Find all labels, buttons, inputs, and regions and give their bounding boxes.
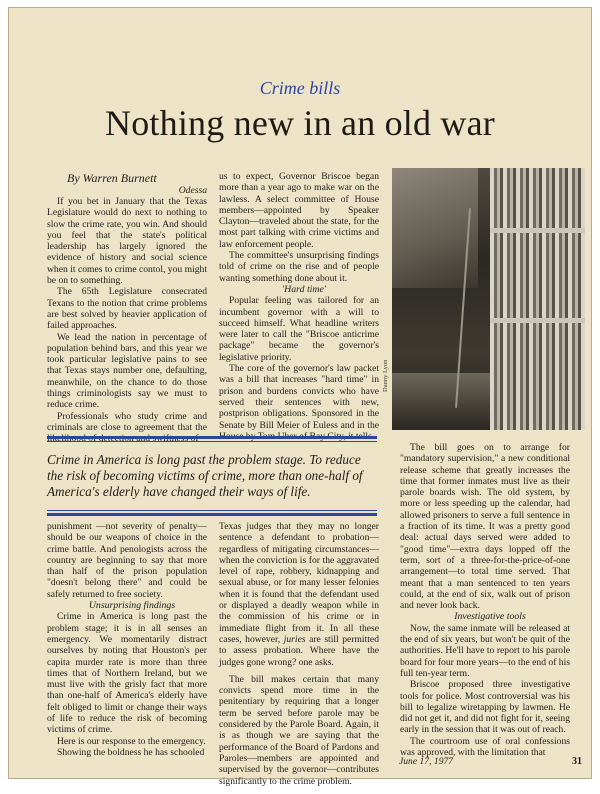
paragraph [219,521,379,668]
column-2-bottom [219,521,379,787]
text-run: Texas judges that they may no longer sentence a defendant to probation—regardless of mitigating circumstances—when the conviction is for the aggravated level of rape, robbery, kidnapping and sexual abuse, or for many lesser felonies when it is found that the defendant used or displayed a deadly weapon while in the commission of his crime or in immediate flight from it. In all these cases, however, [219,521,379,645]
paragraph: The bill goes on to arrange for "mandatory supervision," a new conditional release scheme that greatly increases the time that former inmates must live as their parole boards wish. The old system, by more or less speeding up the calendar, had allowed prisoners to serve a full sentence in a fraction of its time. It was a pretty good deal: actual days served were added to "good time"—extra days lopped off the term, sort of a three-for-the-price-of-one arrangement—to total time served. That meant that a man sentenced to ten years could, at the end of six, walk out of prison and never look back. [400,442,570,612]
photo-credit: Danny Lyon [382,359,389,392]
pullquote-rule-bottom-thin [47,510,377,511]
pullquote: Crime in America is long past the problem stage. To reduce the risk of becoming victims of crime, more than one-half of America's elderly have changed their ways of life. [47,452,363,499]
column-2-top [219,171,379,442]
pullquote-rule-top [47,436,377,439]
column-1-bottom [47,521,207,758]
paragraph: Crime in America is long past the problem stage; it is in all senses an emergency. We momentarily distract ourselves by noting that Houston's per capita murder rate is more than three times that of Northern Ireland, but we must live with the grisly fact that more than one-half of America's elderly have felt obliged to limit or change their ways of life to reduce the risk of becoming victims of crime. [47,611,207,736]
paragraph: The 65th Legislature consecrated Texans to the notion that crime problems are best solved by heavier application of failed approaches. [47,286,207,332]
page-number: 31 [572,756,582,767]
pullquote-rule-top-thin [47,441,377,442]
subhead-hard-time: 'Hard time' [282,283,326,295]
prison-cell-photo [392,168,585,430]
photo-crossbar [490,318,585,323]
paragraph: Showing the boldness he has schooled [57,746,205,758]
paragraph: us to expect, Governor Briscoe began more than a year ago to make war on the lawless. A select committee of House members—appointed by Speaker Clayton—traveled about the state, for the most part talking with crime victims and law enforcement people. [219,171,379,250]
paragraph: The bill makes certain that many convicts spend more time in the penitentiary by requiring that a longer term be served before parole may be considered by the Parole Board. Again, it is as though we are saying that the performance of the Board of Pardons and Paroles—members are appointed and supervised by the governor—contributes significantly to the crime problem. [219,673,379,787]
magazine-page [8,7,592,787]
paragraph: punishment —not severity of penalty—should be our weapons of choice in the crime battle. And penologists across the country are beginning to say that more than half of the prison population "doesn't belong there" and could be safely returned to free society. [47,521,207,600]
pullquote-rule-bottom [47,513,377,516]
subhead-unsurprising-findings: Unsurprising findings [88,600,176,612]
paragraph: We lead the nation in percentage of population behind bars, and this year we took particular legislative pains to see that Texas stays number one, defaulting, meanwhile, on the chance to do those things criminologists say we must to reduce crime. [47,331,207,411]
text-run: are still permitted to assess probation. Where have the judges gone wrong? one asks. [219,633,379,668]
dateline: Odessa [178,185,207,196]
paragraph: Briscoe proposed three investigative tools for police. Most controversial was his bill to legalize wiretapping by lawmen. He did not get it, and did not fight for it, seeing early in the session that it was out of reach. [400,679,570,736]
paragraph: The courtroom use of oral confessions was approved, with the limitation that [400,735,570,759]
paragraph: Professionals who study crime and criminals are close to agreement that the [47,410,207,433]
paragraph: The core of the governor's law packet was a bill that increases "hard time" in prison and burdens convicts who have served their sentences with new, postprison obligations. Sponsored in the Senate by Bill Meier of Euless and in the [219,363,379,431]
byline: By Warren Burnett [67,171,157,185]
column-3 [400,442,570,758]
photo-bunk-shape [392,373,490,430]
section-kicker: Crime bills [259,78,341,98]
emphasis-juries: juries [283,633,306,645]
column-1-top [47,171,207,445]
paragraph: Popular feeling was tailored for an incumbent governor with a will to succeed himself. What headline writers were later to call the "Briscoe anticrime package" became the governor's legislative priority. [219,295,379,363]
paragraph: If you bet in January that the Texas Legislature would do next to nothing to slow the crime rate, you win. And should you feel that the state's political leadership has largely ignored the evidence of history and social science when it comes to crime contol, you might be on to something. [47,196,207,287]
issue-date: June 17, 1977 [399,756,454,767]
headline: Nothing new in an old war [105,103,495,143]
photo-crossbar [490,228,585,233]
subhead-investigative-tools: Investigative tools [454,611,526,623]
paragraph: The committee's unsurprising findings told of crime on the rise and of people wanting something done about it. [219,250,379,284]
paragraph: Now, the same inmate will be released at the end of six years, but won't be quit of the authorities. He'll have to report to his parole board for four more years—to the end of his full ten-year term. [400,622,570,679]
paragraph: Here is our response to the emergency. [57,735,206,747]
photo-bars-shape [490,168,585,430]
